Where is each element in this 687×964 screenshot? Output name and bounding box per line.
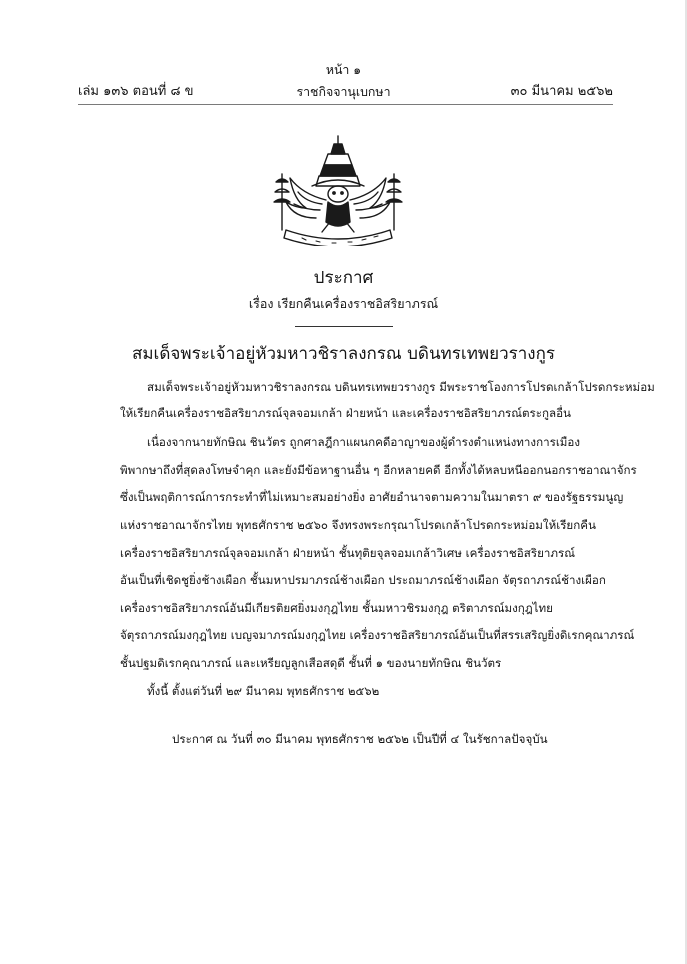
body-line: เนื่องจากนายทักษิณ ชินวัตร ถูกศาลฎีกาแผนกคดีอาญาของผู้ดำรงตำแหน่งทางการเมือง [147,435,581,449]
publication-date: ๓๐ มีนาคม ๒๕๖๒ [510,84,613,99]
announcement-title: ประกาศ [313,268,374,288]
announcement-subject: เรื่อง เรียกคืนเครื่องราชอิสริยาภรณ์ [248,296,439,311]
garuda-emblem-icon [272,134,404,246]
body-line: อันเป็นที่เชิดชูยิ่งช้างเผือก ชั้นมหาปรมาภรณ์ช้างเผือก ประถมาภรณ์ช้างเผือก จัตุรถาภรณ์ช้างเผือก [120,573,606,587]
body-line: จัตุรถาภรณ์มงกุฎไทย เบญจมาภรณ์มงกุฎไทย เครื่องราชอิสริยาภรณ์อันเป็นที่สรรเสริญยิ่งดิเรกคุณาภรณ์ [120,628,635,642]
header-divider [78,104,613,105]
gazette-name: ราชกิจจานุเบกษา [296,84,391,99]
body-line: แห่งราชอาณาจักรไทย พุทธศักราช ๒๕๖๐ จึงทรงพระกรุณาโปรดเกล้าโปรดกระหม่อมให้เรียกคืน [120,518,596,532]
closing-line: ประกาศ ณ วันที่ ๓๐ มีนาคม พุทธศักราช ๒๕๖๒ เป็นปีที่ ๔ ในรัชกาลปัจจุบัน [172,732,548,746]
body-line: ชั้นปฐมดิเรกคุณาภรณ์ และเหรียญลูกเสือสดุดี ชั้นที่ ๑ ของนายทักษิณ ชินวัตร [120,656,502,670]
body-line: ซึ่งเป็นพฤติการณ์การกระทำที่ไม่เหมาะสมอย่างยิ่ง อาศัยอำนาจตามความในมาตรา ๙ ของรัฐธรรมนูญ [120,490,624,504]
body-line: เครื่องราชอิสริยาภรณ์อันมีเกียรติยศยิ่งมงกุฎไทย ชั้นมหาวชิรมงกุฎ ตริตาภรณ์มงกุฎไทย [120,601,553,615]
body-line: เครื่องราชอิสริยาภรณ์จุลจอมเกล้า ฝ่ายหน้า ชั้นทุติยจุลจอมเกล้าวิเศษ เครื่องราชอิสริยาภรณ์ [120,546,575,560]
volume-issue: เล่ม ๑๓๖ ตอนที่ ๘ ข [78,84,194,99]
body-line: พิพากษาถึงที่สุดลงโทษจำคุก และยังมีข้อหาฐานอื่น ๆ อีกหลายคดี อีกทั้งได้หลบหนีออกนอกราชอาณาจักร [120,463,637,477]
body-line: สมเด็จพระเจ้าอยู่หัวมหาวชิราลงกรณ บดินทรเทพยวรางกูร มีพระราชโองการโปรดเกล้าโปรดกระหม่อม [147,380,655,394]
title-divider [295,326,393,327]
issuer-name: สมเด็จพระเจ้าอยู่หัวมหาวชิราลงกรณ บดินทรเทพยวรางกูร [131,344,556,364]
body-line: ให้เรียกคืนเครื่องราชอิสริยาภรณ์จุลจอมเกล้า ฝ่ายหน้า และเครื่องราชอิสริยาภรณ์ตระกูลอื่น [120,406,571,420]
page-number: หน้า ๑ [325,62,362,77]
body-line: ทั้งนี้ ตั้งแต่วันที่ ๒๙ มีนาคม พุทธศักราช ๒๕๖๒ [147,684,380,698]
